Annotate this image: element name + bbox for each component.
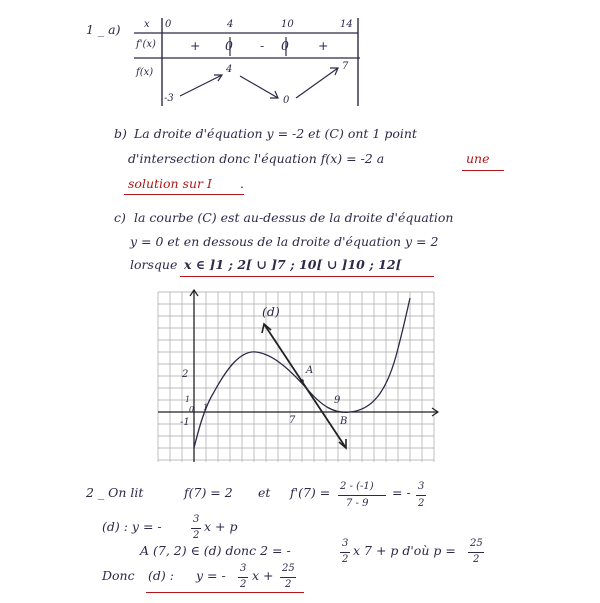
- graph-tick-minus1: -1: [180, 417, 190, 428]
- graph-point-A: A: [306, 365, 314, 376]
- p2-line2-suffix: x + p: [204, 519, 238, 534]
- p2-line4-eq: y = -: [196, 568, 226, 583]
- graph-tick-9: 9: [334, 395, 341, 406]
- graph-tick-7: 7: [289, 415, 296, 426]
- p2-frac2-den: 2: [418, 498, 425, 509]
- table-func-label: f(x): [136, 67, 154, 78]
- func-val-end: 7: [342, 61, 349, 72]
- p2-line3-num: 3: [342, 538, 349, 549]
- c-label: c): [114, 210, 126, 225]
- p2-line4-mid: x +: [252, 568, 274, 583]
- p2-frac2-bar: [416, 495, 426, 496]
- func-val-min: 0: [283, 95, 290, 106]
- b-end: .: [240, 176, 244, 191]
- c-line2: y = 0 et en dessous de la droite d'équation y = 2: [130, 234, 439, 249]
- b-line1: La droite d'équation y = -2 et (C) ont 1 point: [134, 126, 417, 141]
- c-interval: x ∈ ]1 ; 2[ ∪ ]7 ; 10[ ∪ ]10 ; 12[: [184, 257, 402, 272]
- p2-line2-den: 2: [193, 530, 200, 541]
- p2-eq-neg: = -: [392, 485, 411, 500]
- table-x-0: 0: [165, 19, 172, 30]
- graph-line-label: (d): [262, 304, 280, 319]
- p2-line4-underline: [146, 592, 304, 593]
- p2-frac1-num: 2 - (-1): [340, 481, 374, 492]
- point-A-dot: [300, 379, 304, 383]
- b-line2: d'intersection donc l'équation f(x) = -2 a: [128, 151, 385, 166]
- p2-line3-p-num: 25: [470, 538, 483, 549]
- p2-frac1-bar: [338, 495, 386, 496]
- p2-line3-p-bar: [468, 552, 484, 553]
- graph-tick-1x: 1: [203, 403, 209, 412]
- p2-line4-p-bar: [280, 577, 296, 578]
- p2-line2-prefix: (d) : y = -: [102, 519, 162, 534]
- p2-fprime7: f'(7) =: [290, 485, 331, 500]
- table-x-4: 4: [227, 19, 234, 30]
- p2-f7: f(7) = 2: [184, 485, 233, 500]
- b-red-solution: solution sur I: [128, 176, 212, 191]
- graph-origin: 0: [189, 405, 195, 414]
- p2-line4-p-num: 25: [282, 563, 295, 574]
- p2-line3-bar: [340, 552, 350, 553]
- sign-2: -: [260, 38, 265, 53]
- c-lorsque: lorsque: [130, 257, 178, 272]
- part1-label: 1 _ a): [86, 22, 121, 37]
- tangent-d: [264, 324, 346, 448]
- p2-line3: A (7, 2) ∈ (d) donc 2 = -: [140, 543, 291, 558]
- p2-line4-prefix: Donc: [102, 568, 135, 583]
- p2-line4-p-den: 2: [285, 579, 292, 590]
- b-red-une: une: [466, 151, 490, 166]
- p2-line2-num: 3: [193, 514, 200, 525]
- p2-line4-d: (d) :: [148, 568, 174, 583]
- graph-tick-2: 2: [182, 369, 189, 380]
- p2-line4-den: 2: [240, 579, 247, 590]
- sign-1: +: [190, 38, 201, 53]
- p2-frac2-num: 3: [418, 481, 425, 492]
- table-deriv-label: f'(x): [136, 39, 156, 50]
- p2-line3-den: 2: [342, 554, 349, 565]
- table-x-10: 10: [281, 19, 294, 30]
- table-x-14: 14: [340, 19, 353, 30]
- sign-zero-2: 0: [281, 38, 289, 53]
- p2-et: et: [258, 485, 271, 500]
- sign-3: +: [318, 38, 329, 53]
- p2-prefix: 2 _ On lit: [86, 485, 144, 500]
- func-val-max: 4: [226, 64, 233, 75]
- p2-line3-mid: x 7 + p d'où p =: [353, 543, 456, 558]
- func-val-start: -3: [164, 93, 174, 104]
- table-x-label: x: [144, 19, 150, 30]
- graph-point-B: B: [340, 416, 348, 427]
- p2-frac1-den: 7 - 9: [346, 498, 369, 509]
- p2-line4-num: 3: [240, 563, 247, 574]
- p2-line4-bar: [238, 577, 248, 578]
- b-label: b): [114, 126, 127, 141]
- graph-tick-1y: 1: [185, 395, 191, 404]
- c-line1: la courbe (C) est au-dessus de la droite d'équation: [134, 210, 454, 225]
- p2-line3-p-den: 2: [473, 554, 480, 565]
- sign-zero-1: 0: [225, 38, 233, 53]
- p2-line2-bar: [191, 528, 201, 529]
